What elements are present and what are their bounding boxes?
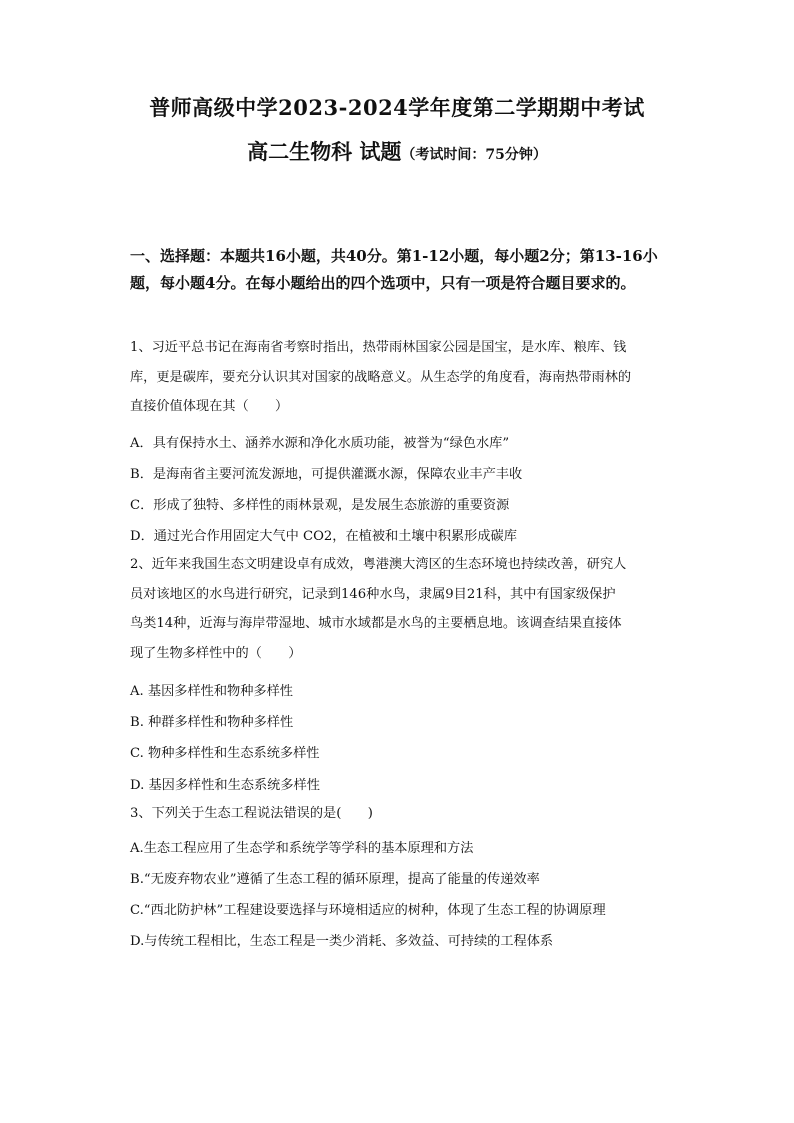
- question-2-option-a: A. 基因多样性和物种多样性: [130, 684, 293, 699]
- question-1-option-c: C．形成了独特、多样性的雨林景观，是发展生态旅游的重要资源: [130, 498, 510, 513]
- question-1-option-a: A．具有保持水土、涵养水源和净化水质功能，被誉为“绿色水库”: [130, 436, 510, 451]
- question-line: 库，更是碳库，要充分认识其对国家的战略意义。从生态学的角度看，海南热带雨林的: [130, 369, 632, 385]
- subject-title: 高二生物科 试题: [247, 139, 402, 164]
- question-line: 现了生物多样性中的（ ）: [130, 645, 302, 661]
- question-3-stem: [130, 799, 670, 829]
- question-2-option-c: C. 物种多样性和生态系统多样性: [130, 746, 320, 761]
- question-line: 2、近年来我国生态文明建设卓有成效，粤港澳大湾区的生态环境也持续改善，研究人: [130, 557, 627, 572]
- exam-title: 普师高级中学2023-2024学年度第二学期期中考试: [149, 95, 645, 120]
- question-line: 鸟类14种，近海与海岸带湿地、城市水域都是水鸟的主要栖息地。该调查结果直接体: [130, 616, 622, 631]
- question-3-option-d: D.与传统工程相比，生态工程是一类少消耗、多效益、可持续的工程体系: [130, 934, 554, 949]
- question-3-option-a: A.生态工程应用了生态学和系统学等学科的基本原理和方法: [130, 841, 474, 856]
- question-line: 1、习近平总书记在海南省考察时指出，热带雨林国家公园是国宝，是水库、粮库、钱: [130, 340, 627, 355]
- question-2-option-d: D. 基因多样性和生态系统多样性: [130, 778, 320, 793]
- question-line: 3、下列关于生态工程说法错误的是( ): [130, 806, 373, 821]
- exam-subtitle: [0, 136, 794, 166]
- question-1-option-b: B．是海南省主要河流发源地，可提供灌溉水源，保障农业丰产丰收: [130, 467, 523, 482]
- question-line: 员对该地区的水鸟进行研究，记录到146种水鸟，隶属9目21科，其中有国家级保护: [130, 586, 616, 602]
- section-instructions: 一、选择题：本题共16小题，共40分。第1-12小题，每小题2分；第13-16小题，每小题4分。在每小题给出的四个选项中，只有一项是符合题目要求的。: [130, 247, 658, 292]
- exam-time-note: （考试时间：75分钟）: [401, 147, 547, 163]
- question-1-stem: [130, 333, 670, 422]
- question-3-option-b: B.“无废弃物农业”遵循了生态工程的循环原理，提高了能量的传递效率: [130, 872, 540, 887]
- question-line: 直接价值体现在其（ ）: [130, 399, 289, 414]
- question-3-option-c: C.“西北防护林”工程建设要选择与环境相适应的树种，体现了生态工程的协调原理: [130, 903, 606, 918]
- question-1-option-d: D．通过光合作用固定大气中 CO2，在植被和土壤中积累形成碳库: [130, 529, 517, 544]
- question-2-option-b: B. 种群多样性和物种多样性: [130, 715, 294, 730]
- question-2-stem: [130, 550, 670, 668]
